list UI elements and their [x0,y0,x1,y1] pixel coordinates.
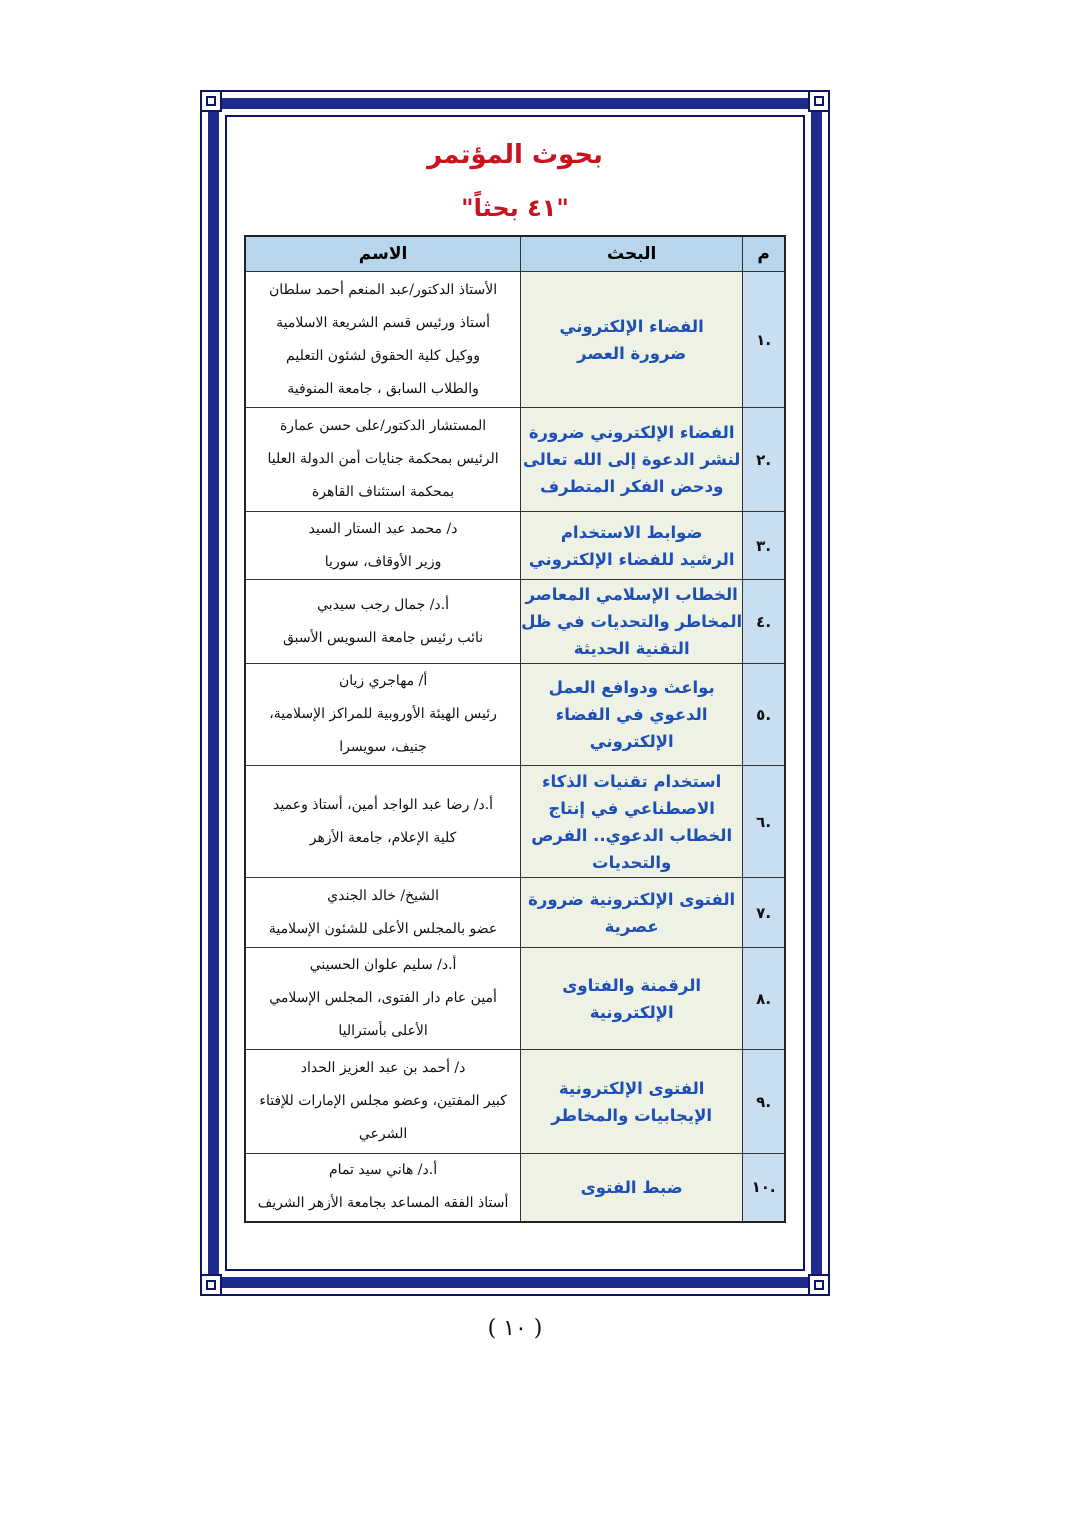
header-name: الاسم [245,236,521,272]
research-title-line: الإلكترونية [589,1002,674,1022]
researcher-name-line: الأعلى بأستراليا [338,1023,428,1039]
researcher-name [245,580,521,664]
research-title-line: لنشر الدعوة إلى الله تعالى [522,450,741,469]
researcher-name-line: عضو بالمجلس الأعلى للشئون الإسلامية [268,920,498,937]
researcher-name-line: أمين عام دار الفتوى، المجلس الإسلامي [269,990,497,1006]
researcher-name [245,512,521,580]
researcher-name-line: أ.د/ هاني سيد تمام [329,1162,438,1179]
researcher-name-line: جنيف، سويسرا [339,739,427,755]
researcher-name-line: المستشار الدكتور/على حسن عمارة [279,418,487,434]
row-number: .١٠ [743,1154,785,1222]
header-num: م [743,236,785,272]
researcher-name [245,1050,521,1154]
research-title-line: المخاطر والتحديات في ظل [521,612,743,631]
researcher-name-line: والطلاب السابق ، جامعة المنوفية [287,380,479,397]
table-row [245,1154,785,1222]
researcher-name-line: أ.د/ سليم علوان الحسيني [309,957,457,973]
research-title [521,408,743,512]
researcher-name-line: بمحكمة استئناف القاهرة [311,484,455,500]
researcher-name-line: أستاذ ورئيس قسم الشريعة الاسلامية [276,314,490,331]
table-row [245,580,785,664]
research-title-line: الرقمنة والفتاوى [562,975,702,995]
table-row [245,512,785,580]
research-title-line: ضرورة العصر [577,343,687,363]
research-title [521,512,743,580]
research-title-line: الإيجابيات والمخاطر [551,1105,713,1125]
researcher-name-line: نائب رئيس جامعة السويس الأسبق [282,629,484,646]
researcher-name [245,766,521,878]
corner-ornament-top-right [808,90,830,112]
corner-ornament-bottom-right [808,1274,830,1296]
research-title [521,1154,743,1222]
researcher-name-line: أ.د/ جمال رجب سيدبي [317,596,449,613]
table-row [245,766,785,878]
researcher-name-line: ووكيل كلية الحقوق لشئون التعليم [286,347,481,364]
research-title [521,580,743,664]
research-title-line: الخطاب الإسلامي المعاصر [525,585,738,604]
table-row [245,948,785,1050]
research-title-line: الفضاء الإلكتروني [559,316,704,336]
researcher-name [245,664,521,766]
research-title-line: الفتوى الإلكترونية ضرورة [528,889,736,909]
researcher-name [245,878,521,948]
row-number: .٧ [743,878,785,948]
researcher-name-line: الشرعي [358,1126,408,1142]
researcher-name-line: الرئيس بمحكمة جنايات أمن الدولة العليا [267,451,499,467]
research-title-line: التقنية الحديثة [573,639,690,658]
researcher-name [245,408,521,512]
row-number: .٤ [743,580,785,664]
page-title: بحوث المؤتمر [427,140,603,170]
research-title [521,1050,743,1154]
research-title-line: ودحض الفكر المتطرف [539,477,724,496]
corner-ornament-bottom-left [200,1274,222,1296]
row-number: .٩ [743,1050,785,1154]
research-title-line: استخدام تقنيات الذكاء [542,771,722,791]
header-topic: البحث [521,236,743,272]
table-row [245,878,785,948]
table-row [245,1050,785,1154]
research-title [521,272,743,408]
researcher-name-line: الشيخ/ خالد الجندي [327,887,439,904]
table-row [245,664,785,766]
research-title [521,664,743,766]
research-title [521,766,743,878]
page-number: ( ١٠ ) [487,1316,543,1341]
table-row [245,272,785,408]
researcher-name [245,1154,521,1222]
research-title-line: عصرية [604,916,659,936]
row-number: .٨ [743,948,785,1050]
research-title-line: الفضاء الإلكتروني ضرورة [528,423,735,442]
researcher-name-line: أ/ مهاجري زيان [338,673,428,689]
research-title [521,878,743,948]
row-number: .٥ [743,664,785,766]
research-title-line: ضوابط الاستخدام [560,522,703,542]
research-table [244,235,786,1223]
row-number: .٣ [743,512,785,580]
research-title-line: بواعث ودوافع العمل [548,678,715,697]
table-header-row [245,236,785,272]
research-title-line: الخطاب الدعوي.. الفرص [531,825,733,845]
researcher-name-line: كلية الإعلام، جامعة الأزهر [309,829,457,846]
researcher-name [245,272,521,408]
researcher-name-line: أ.د/ رضا عبد الواجد أمين، أستاذ وعميد [273,796,494,813]
table-row [245,408,785,512]
research-title-line: الاصطناعي في إنتاج [548,798,715,818]
research-title-line: الرشيد للفضاء الإلكتروني [528,549,735,569]
research-title-line: الدعوي في الفضاء [555,705,708,724]
row-number: .١ [743,272,785,408]
row-number: .٢ [743,408,785,512]
research-title-line: والتحديات [592,852,672,872]
researcher-name-line: أستاذ الفقه المساعد بجامعة الأزهر الشريف [257,1195,509,1212]
table-body [245,272,785,1222]
research-title-line: ضبط الفتوى [580,1177,683,1197]
corner-ornament-top-left [200,90,222,112]
researcher-name-line: د/ أحمد بن عبد العزيز الحداد [300,1060,466,1076]
researcher-name-line: رئيس الهيئة الأوروبية للمراكز الإسلامية، [269,706,497,722]
row-number: .٦ [743,766,785,878]
researcher-name-line: الأستاذ الدكتور/عبد المنعم أحمد سلطان [269,281,498,298]
page-subtitle: "٤١ بحثاً" [461,194,569,222]
researcher-name [245,948,521,1050]
researcher-name-line: د/ محمد عبد الستار السيد [308,520,458,537]
research-title [521,948,743,1050]
researcher-name-line: كبير المفتين، وعضو مجلس الإمارات للإفتاء [259,1093,507,1109]
researcher-name-line: وزير الأوقاف، سوريا [324,553,442,570]
research-title-line: الفتوى الإلكترونية [558,1078,705,1098]
research-title-line: الإلكتروني [589,732,674,751]
